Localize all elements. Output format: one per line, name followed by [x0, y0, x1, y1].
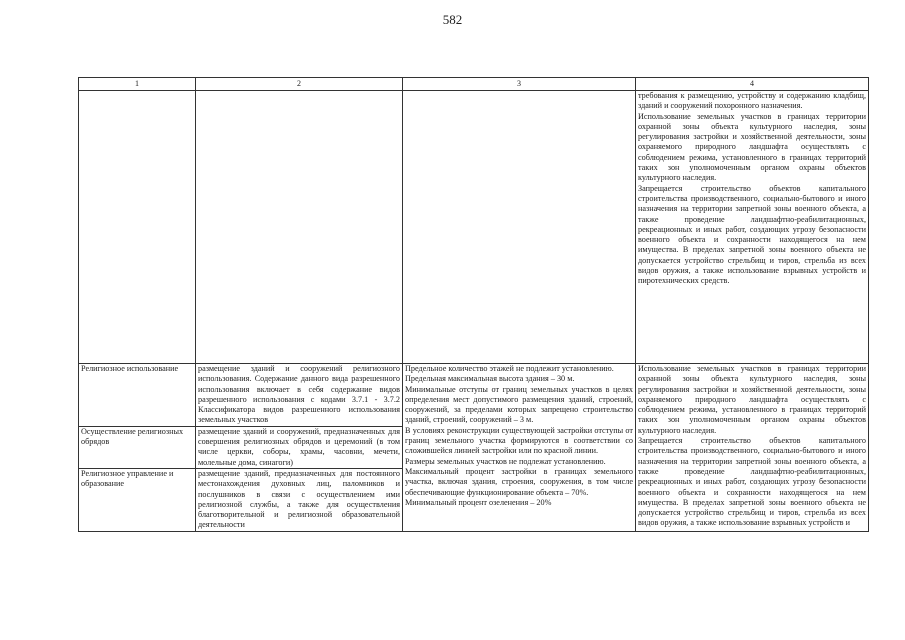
header-col-1: 1: [79, 78, 196, 91]
table-cell-restrictions: требования к размещению, устройству и содержанию кладбищ, зданий и сооружений похоронного назначения. Использование земельных участков в границах территории охранной зоны объекта культурного наследия, зоны регулирования застройки и хозяйственной деятельности, зоны охраняемого природного ландшафта осуществлять с соблюдением режима, установленного в границах территорий таких зон уполномоченным органом охраны объектов культурного наследия. Запрещается строительство объектов капитального строительства производственного, социально-бытового и иного назначения на территории запретной зоны военного объекта, а также проведение ландшафтно-реабилитационных, рекреационных и иных работ, создающих угрозу безопасности военного объекта и сохранности находящегося на нем имущества. В пределах запретной зоны военного объекта не допускается устройство стрельбищ и тиров, стрельба из всех видов оружия, а также использование взрывных устройств и пиротехнических средств.: [636, 91, 869, 364]
table-cell-empty: [196, 91, 403, 364]
land-use-type-name: Религиозное использование: [79, 364, 196, 427]
land-use-description: размещение зданий и сооружений, предназначенных для совершения религиозных обрядов и церемоний (в том числе церкви, соборы, храмы, часовни, мечети, молельные дома, синагоги): [196, 426, 403, 468]
usage-restrictions: Использование земельных участков в границах территории охранной зоны объекта культурного наследия, зоны регулирования застройки и хозяйственной деятельности, зоны охраняемого природного ландшафта осуществлять с соблюдением режима, установленного в границах территорий таких зон уполномоченным органом охраны объектов культурного наследия. Запрещается строительство объектов капитального строительства производственного, социально-бытового и иного назначения на территории запретной зоны военного объекта, а также проведение ландшафтно-реабилитационных, рекреационных и иных работ, создающих угрозу безопасности военного объекта и сохранности находящегося на нем имущества. В пределах запретной зоны военного объекта не допускается устройство стрельбищ и тиров, стрельба из всех видов оружия, а также использование взрывных устройств и: [636, 364, 869, 532]
header-col-4: 4: [636, 78, 869, 91]
table-row-continuation: [79, 91, 869, 364]
land-use-description: размещение зданий, предназначенных для постоянного местонахождения духовных лиц, паломников и послушников в связи с осуществлением ими религиозной службы, а также для осуществления благотворительной и религиозной образовательной деятельности: [196, 468, 403, 531]
land-use-description: размещение зданий и сооружений религиозного использования. Содержание данного вида разрешенного использования включает в себя содержание видов разрешенного использования с кодами 3.7.1 - 3.7.2 Классификатора видов разрешенного использования земельных участков: [196, 364, 403, 427]
header-col-2: 2: [196, 78, 403, 91]
table-header-row: [79, 78, 869, 91]
table-row: [79, 364, 869, 427]
land-use-type-name: Осуществление религиозных обрядов: [79, 426, 196, 468]
land-use-table: [78, 77, 869, 532]
building-parameters: Предельное количество этажей не подлежит установлению. Предельная максимальная высота здания – 30 м. Минимальные отступы от границ земельных участков в целях определения мест допустимого размещения зданий, строений, сооружений, за пределами которых запрещено строительство зданий, строений, сооружений – 3 м. В условиях реконструкции существующей застройки отступы от границ земельного участка формируются в соответствии со сложившейся линией застройки или по красной линии. Размеры земельных участков не подлежат установлению. Максимальный процент застройки в границах земельного участка, включая здания, строения, сооружения, в том числе обеспечивающие функционирование объекта – 70%. Минимальный процент озеленения – 20%: [403, 364, 636, 532]
header-col-3: 3: [403, 78, 636, 91]
table-cell-empty: [403, 91, 636, 364]
page-number: 582: [442, 12, 463, 27]
table-cell-empty: [79, 91, 196, 364]
land-use-type-name: Религиозное управление и образование: [79, 468, 196, 531]
